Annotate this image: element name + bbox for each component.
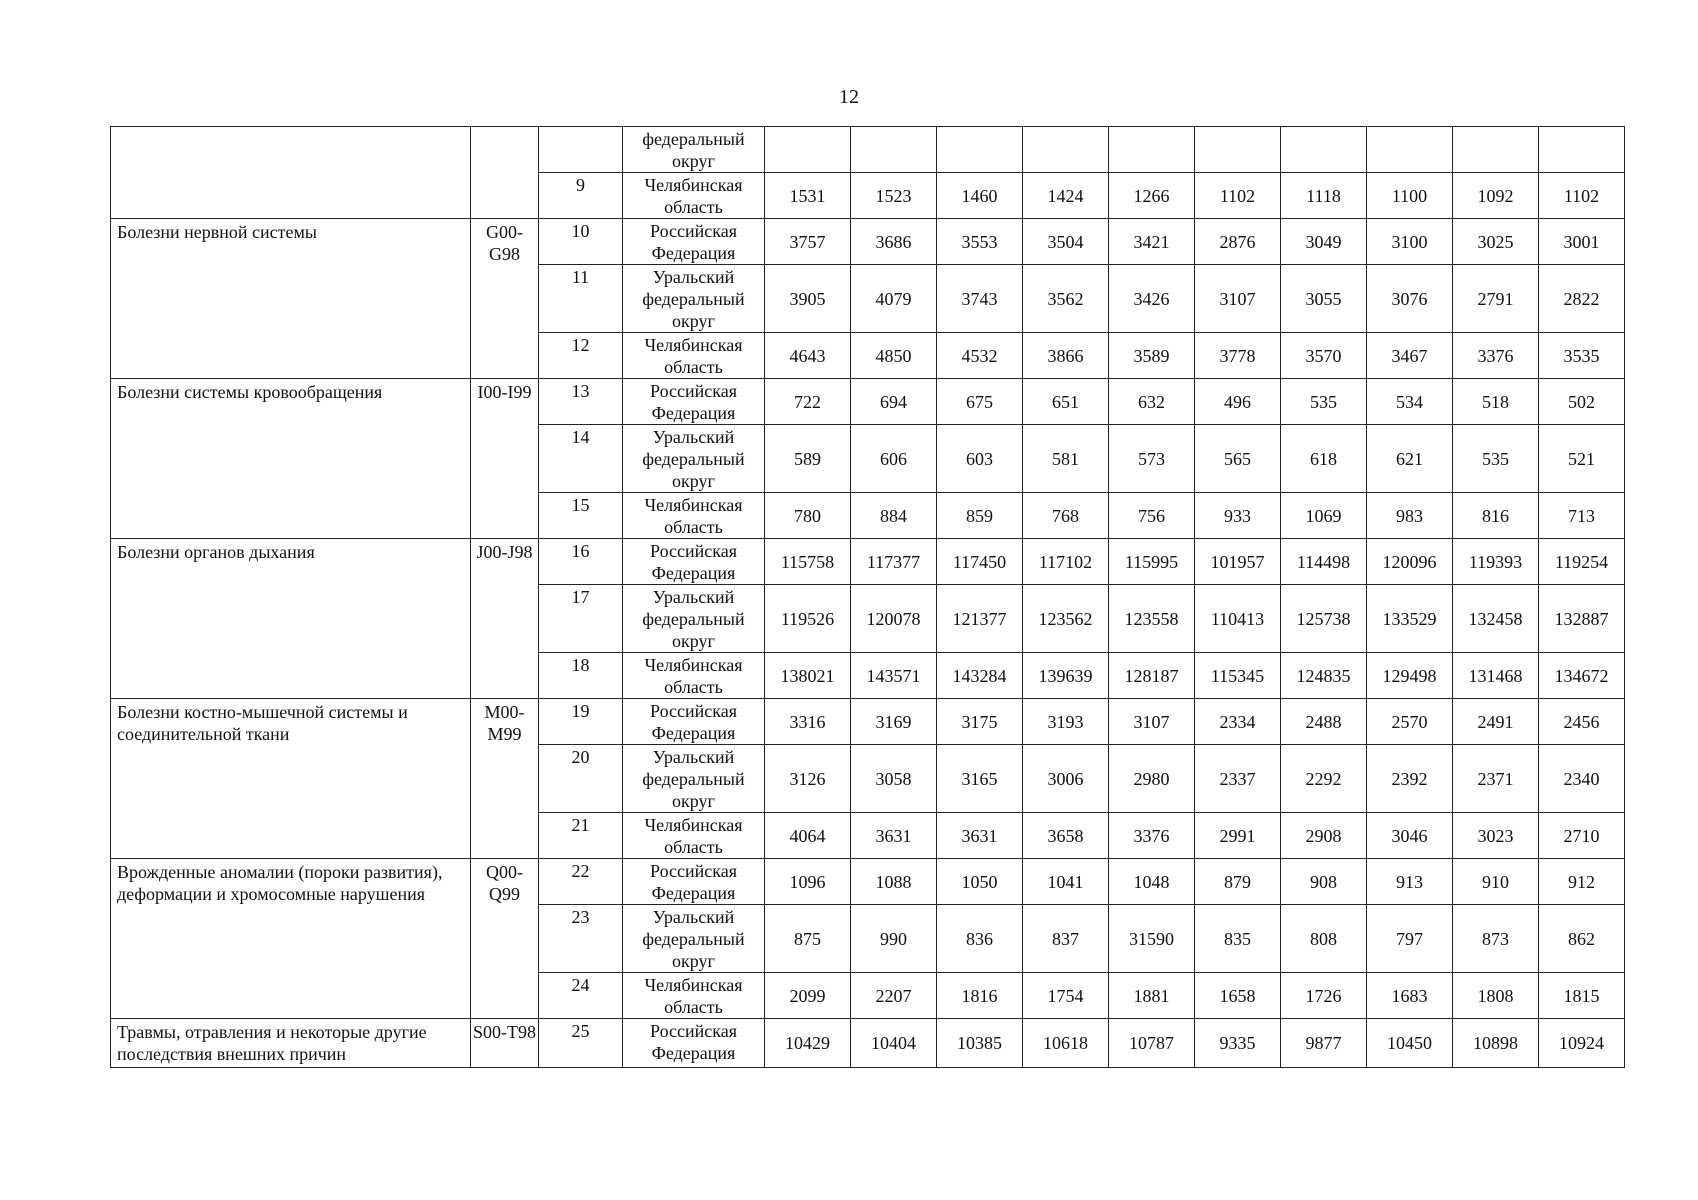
value-cell: 3658	[1023, 813, 1109, 859]
value-cell: 1048	[1109, 859, 1195, 905]
value-cell: 1808	[1453, 973, 1539, 1019]
value-cell: 4079	[851, 265, 937, 333]
value-cell: 115758	[765, 539, 851, 585]
value-cell: 3025	[1453, 219, 1539, 265]
region-cell: федеральный округ	[623, 127, 765, 173]
value-cell: 119526	[765, 585, 851, 653]
value-cell: 10898	[1453, 1019, 1539, 1068]
value-cell: 797	[1367, 905, 1453, 973]
value-cell: 1683	[1367, 973, 1453, 1019]
value-cell: 143284	[937, 653, 1023, 699]
value-cell: 115995	[1109, 539, 1195, 585]
value-cell: 128187	[1109, 653, 1195, 699]
value-cell: 502	[1539, 379, 1625, 425]
value-cell: 835	[1195, 905, 1281, 973]
row-number-cell: 20	[539, 745, 623, 813]
value-cell: 117102	[1023, 539, 1109, 585]
value-cell: 119254	[1539, 539, 1625, 585]
region-cell: Российская Федерация	[623, 219, 765, 265]
value-cell: 10385	[937, 1019, 1023, 1068]
table-row	[111, 379, 1625, 425]
value-cell: 1102	[1195, 173, 1281, 219]
value-cell: 1266	[1109, 173, 1195, 219]
value-cell: 910	[1453, 859, 1539, 905]
disease-cell: Болезни системы кровообращения	[111, 379, 471, 539]
value-cell: 3193	[1023, 699, 1109, 745]
value-cell	[851, 127, 937, 173]
table-row	[111, 859, 1625, 905]
icd-code-cell: M00-M99	[471, 699, 539, 859]
value-cell: 2791	[1453, 265, 1539, 333]
value-cell: 3107	[1195, 265, 1281, 333]
value-cell: 1092	[1453, 173, 1539, 219]
value-cell: 1041	[1023, 859, 1109, 905]
value-cell: 836	[937, 905, 1023, 973]
value-cell: 3421	[1109, 219, 1195, 265]
value-cell: 4064	[765, 813, 851, 859]
value-cell: 138021	[765, 653, 851, 699]
value-cell: 1460	[937, 173, 1023, 219]
row-number-cell: 22	[539, 859, 623, 905]
row-number-cell: 13	[539, 379, 623, 425]
value-cell: 114498	[1281, 539, 1367, 585]
value-cell: 132887	[1539, 585, 1625, 653]
value-cell: 3562	[1023, 265, 1109, 333]
value-cell: 3743	[937, 265, 1023, 333]
value-cell: 3023	[1453, 813, 1539, 859]
value-cell	[1023, 127, 1109, 173]
value-cell: 1658	[1195, 973, 1281, 1019]
row-number-cell: 9	[539, 173, 623, 219]
region-cell: Российская Федерация	[623, 539, 765, 585]
disease-cell	[111, 127, 471, 219]
row-number-cell: 25	[539, 1019, 623, 1068]
value-cell: 837	[1023, 905, 1109, 973]
region-cell: Уральский федеральный округ	[623, 905, 765, 973]
value-cell: 2991	[1195, 813, 1281, 859]
value-cell: 3100	[1367, 219, 1453, 265]
table-body	[111, 127, 1625, 1068]
value-cell: 621	[1367, 425, 1453, 493]
region-cell: Российская Федерация	[623, 699, 765, 745]
statistics-table	[110, 126, 1625, 1068]
value-cell: 768	[1023, 493, 1109, 539]
value-cell: 780	[765, 493, 851, 539]
value-cell: 3376	[1453, 333, 1539, 379]
value-cell: 120096	[1367, 539, 1453, 585]
region-cell: Уральский федеральный округ	[623, 265, 765, 333]
value-cell: 4532	[937, 333, 1023, 379]
icd-code-cell: S00-T98	[471, 1019, 539, 1068]
value-cell: 124835	[1281, 653, 1367, 699]
value-cell: 2980	[1109, 745, 1195, 813]
value-cell: 2491	[1453, 699, 1539, 745]
value-cell: 1531	[765, 173, 851, 219]
value-cell	[1109, 127, 1195, 173]
value-cell: 129498	[1367, 653, 1453, 699]
value-cell: 2570	[1367, 699, 1453, 745]
value-cell: 1726	[1281, 973, 1367, 1019]
value-cell: 3049	[1281, 219, 1367, 265]
value-cell: 2340	[1539, 745, 1625, 813]
value-cell: 3631	[937, 813, 1023, 859]
value-cell: 912	[1539, 859, 1625, 905]
value-cell: 3570	[1281, 333, 1367, 379]
value-cell: 1523	[851, 173, 937, 219]
value-cell: 2392	[1367, 745, 1453, 813]
value-cell	[765, 127, 851, 173]
value-cell: 862	[1539, 905, 1625, 973]
value-cell: 139639	[1023, 653, 1109, 699]
value-cell: 606	[851, 425, 937, 493]
value-cell: 816	[1453, 493, 1539, 539]
value-cell	[1195, 127, 1281, 173]
value-cell: 3631	[851, 813, 937, 859]
region-cell: Челябинская область	[623, 173, 765, 219]
row-number-cell: 10	[539, 219, 623, 265]
value-cell: 875	[765, 905, 851, 973]
value-cell: 873	[1453, 905, 1539, 973]
disease-cell: Травмы, отравления и некоторые другие последствия внешних причин	[111, 1019, 471, 1068]
value-cell: 518	[1453, 379, 1539, 425]
value-cell: 115345	[1195, 653, 1281, 699]
page-number: 12	[839, 86, 859, 108]
table-row	[111, 127, 1625, 173]
value-cell: 2292	[1281, 745, 1367, 813]
value-cell: 143571	[851, 653, 937, 699]
value-cell: 121377	[937, 585, 1023, 653]
row-number-cell: 12	[539, 333, 623, 379]
value-cell: 3165	[937, 745, 1023, 813]
value-cell: 2710	[1539, 813, 1625, 859]
value-cell: 632	[1109, 379, 1195, 425]
value-cell: 110413	[1195, 585, 1281, 653]
value-cell: 694	[851, 379, 937, 425]
value-cell: 3757	[765, 219, 851, 265]
value-cell: 10924	[1539, 1019, 1625, 1068]
value-cell: 713	[1539, 493, 1625, 539]
disease-cell: Врожденные аномалии (пороки развития), деформации и хромосомные нарушения	[111, 859, 471, 1019]
value-cell: 618	[1281, 425, 1367, 493]
value-cell: 1881	[1109, 973, 1195, 1019]
value-cell: 9335	[1195, 1019, 1281, 1068]
value-cell: 521	[1539, 425, 1625, 493]
row-number-cell: 19	[539, 699, 623, 745]
disease-cell: Болезни нервной системы	[111, 219, 471, 379]
value-cell: 1100	[1367, 173, 1453, 219]
icd-code-cell	[471, 127, 539, 219]
value-cell: 4850	[851, 333, 937, 379]
value-cell: 1816	[937, 973, 1023, 1019]
region-cell: Российская Федерация	[623, 859, 765, 905]
value-cell: 2337	[1195, 745, 1281, 813]
value-cell: 123558	[1109, 585, 1195, 653]
row-number-cell: 11	[539, 265, 623, 333]
value-cell: 4643	[765, 333, 851, 379]
table-row	[111, 539, 1625, 585]
value-cell	[1367, 127, 1453, 173]
value-cell: 1424	[1023, 173, 1109, 219]
value-cell: 589	[765, 425, 851, 493]
row-number-cell: 23	[539, 905, 623, 973]
value-cell: 3046	[1367, 813, 1453, 859]
value-cell: 983	[1367, 493, 1453, 539]
value-cell: 534	[1367, 379, 1453, 425]
value-cell: 859	[937, 493, 1023, 539]
value-cell: 933	[1195, 493, 1281, 539]
value-cell: 2876	[1195, 219, 1281, 265]
value-cell	[1453, 127, 1539, 173]
value-cell: 535	[1453, 425, 1539, 493]
value-cell: 3467	[1367, 333, 1453, 379]
value-cell: 31590	[1109, 905, 1195, 973]
value-cell: 1815	[1539, 973, 1625, 1019]
value-cell: 3175	[937, 699, 1023, 745]
disease-cell: Болезни костно-мышечной системы и соединительной ткани	[111, 699, 471, 859]
region-cell: Российская Федерация	[623, 1019, 765, 1068]
value-cell: 10450	[1367, 1019, 1453, 1068]
value-cell: 908	[1281, 859, 1367, 905]
value-cell: 117377	[851, 539, 937, 585]
table-row	[111, 1019, 1625, 1068]
value-cell: 3866	[1023, 333, 1109, 379]
row-number-cell: 17	[539, 585, 623, 653]
value-cell: 123562	[1023, 585, 1109, 653]
row-number-cell: 18	[539, 653, 623, 699]
value-cell: 3126	[765, 745, 851, 813]
value-cell: 10404	[851, 1019, 937, 1068]
value-cell: 2488	[1281, 699, 1367, 745]
region-cell: Челябинская область	[623, 813, 765, 859]
value-cell: 3169	[851, 699, 937, 745]
value-cell: 3076	[1367, 265, 1453, 333]
icd-code-cell: I00-I99	[471, 379, 539, 539]
value-cell: 3316	[765, 699, 851, 745]
value-cell: 119393	[1453, 539, 1539, 585]
value-cell: 3778	[1195, 333, 1281, 379]
icd-code-cell: J00-J98	[471, 539, 539, 699]
value-cell: 1088	[851, 859, 937, 905]
value-cell: 2334	[1195, 699, 1281, 745]
value-cell: 3905	[765, 265, 851, 333]
value-cell: 3058	[851, 745, 937, 813]
value-cell: 884	[851, 493, 937, 539]
value-cell: 10618	[1023, 1019, 1109, 1068]
region-cell: Челябинская область	[623, 653, 765, 699]
row-number-cell: 24	[539, 973, 623, 1019]
value-cell: 3553	[937, 219, 1023, 265]
value-cell: 125738	[1281, 585, 1367, 653]
value-cell: 565	[1195, 425, 1281, 493]
value-cell: 3426	[1109, 265, 1195, 333]
region-cell: Уральский федеральный округ	[623, 745, 765, 813]
row-number-cell: 15	[539, 493, 623, 539]
value-cell: 603	[937, 425, 1023, 493]
disease-cell: Болезни органов дыхания	[111, 539, 471, 699]
value-cell	[1281, 127, 1367, 173]
value-cell: 1118	[1281, 173, 1367, 219]
value-cell: 101957	[1195, 539, 1281, 585]
icd-code-cell: G00-G98	[471, 219, 539, 379]
value-cell: 2908	[1281, 813, 1367, 859]
row-number-cell: 16	[539, 539, 623, 585]
value-cell: 133529	[1367, 585, 1453, 653]
value-cell: 651	[1023, 379, 1109, 425]
value-cell: 1754	[1023, 973, 1109, 1019]
value-cell: 2456	[1539, 699, 1625, 745]
value-cell: 3001	[1539, 219, 1625, 265]
region-cell: Уральский федеральный округ	[623, 425, 765, 493]
row-number-cell: 14	[539, 425, 623, 493]
value-cell: 10429	[765, 1019, 851, 1068]
value-cell: 879	[1195, 859, 1281, 905]
value-cell: 722	[765, 379, 851, 425]
value-cell: 3589	[1109, 333, 1195, 379]
region-cell: Челябинская область	[623, 973, 765, 1019]
value-cell: 756	[1109, 493, 1195, 539]
value-cell: 675	[937, 379, 1023, 425]
value-cell	[937, 127, 1023, 173]
value-cell: 3006	[1023, 745, 1109, 813]
value-cell: 3376	[1109, 813, 1195, 859]
value-cell: 496	[1195, 379, 1281, 425]
value-cell: 134672	[1539, 653, 1625, 699]
table-row	[111, 219, 1625, 265]
region-cell: Челябинская область	[623, 333, 765, 379]
value-cell: 808	[1281, 905, 1367, 973]
value-cell: 120078	[851, 585, 937, 653]
value-cell: 117450	[937, 539, 1023, 585]
row-number-cell	[539, 127, 623, 173]
value-cell: 3107	[1109, 699, 1195, 745]
region-cell: Российская Федерация	[623, 379, 765, 425]
icd-code-cell: Q00-Q99	[471, 859, 539, 1019]
value-cell: 1102	[1539, 173, 1625, 219]
value-cell: 990	[851, 905, 937, 973]
region-cell: Уральский федеральный округ	[623, 585, 765, 653]
value-cell: 9877	[1281, 1019, 1367, 1068]
value-cell: 2822	[1539, 265, 1625, 333]
region-cell: Челябинская область	[623, 493, 765, 539]
value-cell: 1069	[1281, 493, 1367, 539]
value-cell: 3504	[1023, 219, 1109, 265]
value-cell: 2207	[851, 973, 937, 1019]
value-cell: 1050	[937, 859, 1023, 905]
row-number-cell: 21	[539, 813, 623, 859]
value-cell: 1096	[765, 859, 851, 905]
table-row	[111, 699, 1625, 745]
value-cell: 132458	[1453, 585, 1539, 653]
value-cell: 2371	[1453, 745, 1539, 813]
value-cell: 581	[1023, 425, 1109, 493]
value-cell: 3055	[1281, 265, 1367, 333]
value-cell: 2099	[765, 973, 851, 1019]
value-cell: 913	[1367, 859, 1453, 905]
value-cell: 3686	[851, 219, 937, 265]
value-cell: 535	[1281, 379, 1367, 425]
value-cell	[1539, 127, 1625, 173]
value-cell: 131468	[1453, 653, 1539, 699]
value-cell: 10787	[1109, 1019, 1195, 1068]
value-cell: 3535	[1539, 333, 1625, 379]
value-cell: 573	[1109, 425, 1195, 493]
